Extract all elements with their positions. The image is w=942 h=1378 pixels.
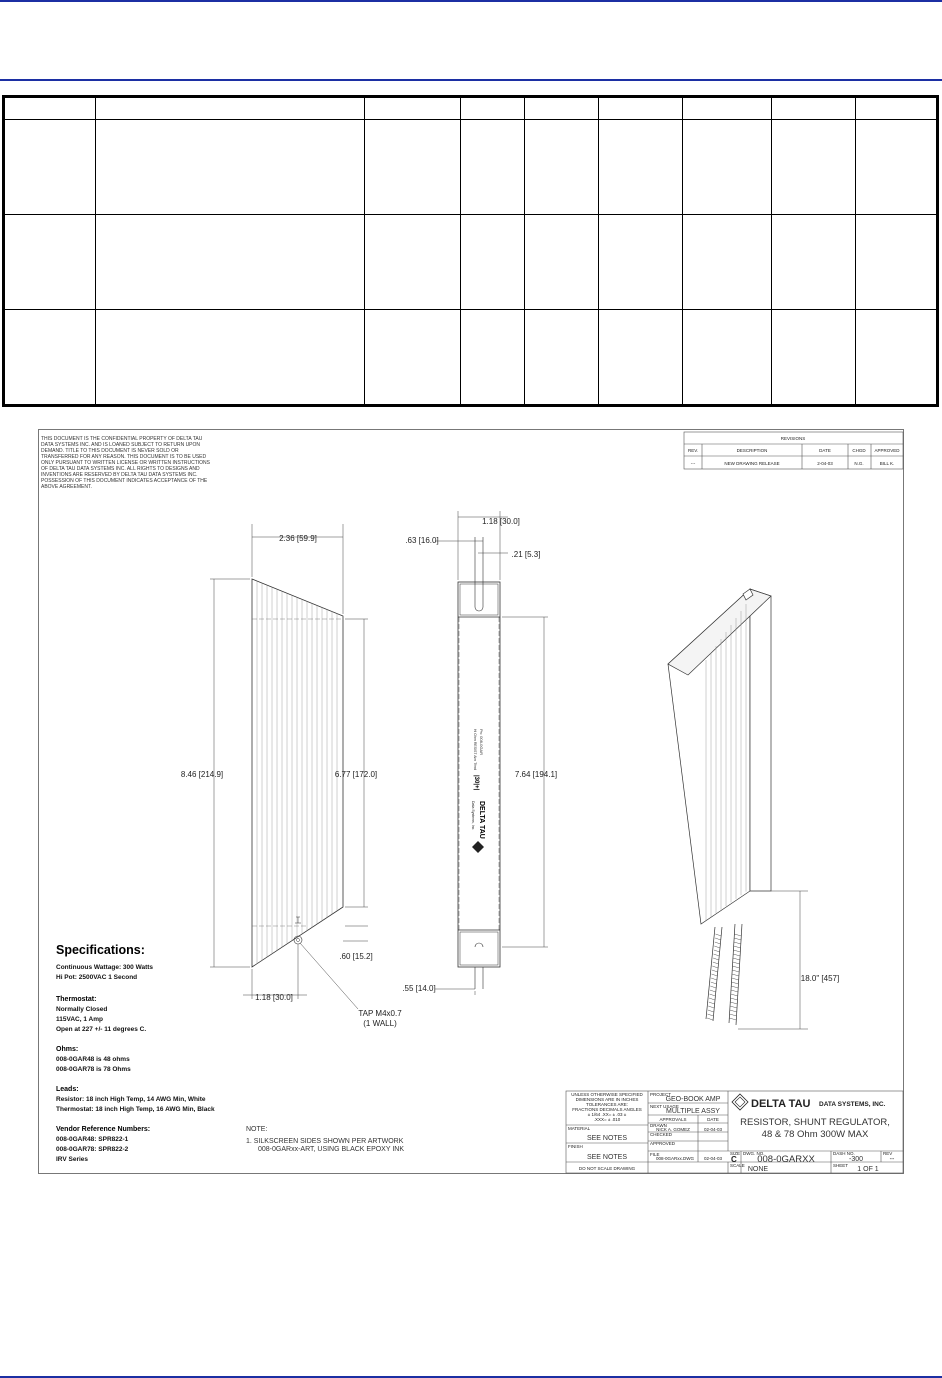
silkscreen-sub: Data Systems, Inc. — [471, 801, 475, 831]
chgd-value: N.G. — [854, 461, 864, 466]
dim-lead-length: 18.0" [457] — [800, 974, 840, 983]
scale-label: SCALE — [730, 1163, 745, 1168]
date-label: DATE — [707, 1117, 719, 1122]
tap-label-1: TAP M4x0.7 — [358, 1009, 402, 1018]
company-sub: DATA SYSTEMS, INC. — [819, 1101, 886, 1108]
top-rule — [0, 0, 942, 2]
dash-label: DASH NO. — [833, 1151, 855, 1156]
material-value: SEE NOTES — [586, 1135, 628, 1142]
project-label: PROJECT — [650, 1092, 672, 1097]
notice-line: INVENTIONS ARE RESERVED BY DELTA TAU DATA SYSTEMS INC. — [41, 472, 198, 478]
dim-height-inner: 6.77 [172.0] — [334, 770, 378, 779]
silkscreen-part-number: Pn: 008-0GAR — [479, 729, 484, 756]
notice-line: DATA SYSTEMS INC. AND IS LOANED SUBJECT TO RETURN UPON — [41, 442, 201, 448]
revisions-title: REVISIONS — [780, 436, 806, 441]
spec-line: Hi Pot: 2500VAC 1 Second — [56, 974, 138, 981]
notice-line: ONLY PURSUANT TO WRITTEN LICENSE OR WRITTEN INSTRUCTIONS — [41, 460, 210, 466]
notes-line: 1. SILKSCREEN SIDES SHOWN PER ARTWORK — [246, 1138, 404, 1145]
no-scale-note: DO NOT SCALE DRAWING — [578, 1166, 636, 1171]
file-date: 02-04-03 — [703, 1156, 723, 1161]
rev-value: --- — [690, 461, 696, 466]
approved-label: APPROVED — [650, 1141, 676, 1146]
side-view — [458, 537, 500, 989]
dim-side-width: 1.18 [30.0] — [482, 517, 520, 526]
approvals-label: APPROVALS — [659, 1117, 687, 1122]
project-value: GEO-BOOK AMP — [665, 1096, 721, 1103]
notes-head: NOTE: — [246, 1126, 268, 1133]
rev-label: REV — [883, 1151, 893, 1156]
vendor-head: Vendor Reference Numbers: — [56, 1126, 151, 1133]
finish-value: SEE NOTES — [586, 1154, 628, 1161]
ohms-head: Ohms: — [56, 1046, 79, 1053]
notice-line: DEMAND. TITLE TO THIS DOCUMENT IS NEVER SOLD OR — [41, 448, 179, 454]
tolerance-line: UNLESS OTHERWISE SPECIFIED — [571, 1092, 643, 1097]
leads-head: Leads: — [56, 1086, 79, 1093]
tolerance-line: FRACTIONS DECIMALS ANGLES — [572, 1107, 642, 1112]
drawn-value: NICK A. GOMEZ — [656, 1127, 690, 1132]
chgd-header: CHGD — [852, 448, 866, 453]
next-usage-value: MULTIPLE ASSY — [666, 1108, 720, 1115]
spec-line: IRV Series — [56, 1156, 89, 1163]
dwg-label: DWG. NO. — [743, 1151, 765, 1156]
company-name: DELTA TAU — [751, 1098, 811, 1110]
engineering-drawing — [38, 429, 904, 1174]
notice-line: TRANSFERRED FOR ANY REASON. THIS DOCUMENT IS TO BE USED — [41, 454, 207, 460]
date-header: DATE — [819, 448, 831, 453]
silkscreen-mark: |30|+| — [473, 775, 479, 791]
size-label: SIZE — [730, 1151, 741, 1156]
drawn-date: 02-04-03 — [703, 1127, 723, 1132]
dim-tap-offset: .60 [15.2] — [339, 952, 373, 961]
date-value: 2-04-03 — [817, 461, 833, 466]
file-label: FILE — [650, 1152, 660, 1157]
sheet-value: 1 OF 1 — [857, 1166, 879, 1173]
spec-line: 115VAC, 1 Amp — [56, 1016, 103, 1023]
spec-line: Thermostat: 18 inch High Temp, 16 AWG Min, Black — [56, 1106, 215, 1113]
spec-line: 008-0GAR78: SPR822-2 — [56, 1146, 129, 1153]
approved-header: APPROVED — [874, 448, 900, 453]
drawn-label: DRAWN — [650, 1123, 667, 1128]
dim-width-top: 2.36 [59.9] — [279, 534, 317, 543]
spec-line: 008-0GAR48 is 48 ohms — [56, 1056, 130, 1063]
specs-title: Specifications: — [56, 943, 145, 957]
dim-height-total: 8.46 [214.9] — [180, 770, 224, 779]
dwg-number: 008-0GARXX — [757, 1154, 815, 1165]
rev-number: -- — [889, 1156, 895, 1163]
drawing-title-1: RESISTOR, SHUNT REGULATOR, — [740, 1117, 890, 1128]
checked-label: CHECKED — [650, 1132, 673, 1137]
spec-line: Open at 227 +/- 11 degrees C. — [56, 1026, 147, 1033]
drawing-title-2: 48 & 78 Ohm 300W MAX — [761, 1129, 869, 1140]
dim-side-bottom: .55 [14.0] — [402, 984, 436, 993]
confidential-notice — [41, 436, 211, 490]
file-value: 008-0GARxx.DWG — [655, 1156, 695, 1161]
rev-header: REV. — [687, 448, 699, 453]
description-value: NEW DRAWING RELEASE — [724, 461, 780, 466]
sheet-label: SHEET — [833, 1163, 849, 1168]
notes-line: 008-0GARxx-ART, USING BLACK EPOXY INK — [258, 1146, 405, 1153]
notice-line: POSSESSION OF THIS DOCUMENT INDICATES ACCEPTANCE OF THE — [41, 478, 208, 484]
dim-bottom-width: 1.18 [30.0] — [255, 993, 293, 1002]
notice-line: OF DELTA TAU DATA SYSTEMS INC. ALL RIGHTS TO DESIGNS AND — [41, 466, 200, 472]
finish-label: FINISH — [568, 1144, 583, 1149]
tolerance-line: DIMENSIONS ARE IN INCHES — [575, 1097, 639, 1102]
size-value: C — [731, 1155, 737, 1164]
description-header: DESCRIPTION — [736, 448, 768, 453]
silkscreen-brand: DELTA TAU — [478, 801, 485, 839]
header-rule — [0, 79, 942, 81]
thermostat-head: Thermostat: — [56, 996, 97, 1003]
dim-side-height: 7.64 [194.1] — [514, 770, 558, 779]
material-label: MATERIAL — [568, 1126, 591, 1131]
notice-line: ABOVE AGREEMENT. — [41, 484, 92, 490]
scale-value: NONE — [747, 1166, 769, 1173]
tolerance-line: .XXX= ± .010 — [593, 1117, 621, 1122]
spec-line: Continuous Wattage: 300 Watts — [56, 964, 154, 971]
tolerance-line: TOLERANCES ARE: — [586, 1102, 628, 1107]
approved-value: BILL K. — [879, 461, 895, 466]
front-view — [252, 579, 343, 967]
blank-record-table — [2, 95, 939, 407]
next-usage-label: NEXT USAGE — [650, 1104, 679, 1109]
spec-line: 008-0GAR48: SPR822-1 — [56, 1136, 129, 1143]
silkscreen-rating: Hi Ohm RESIST Aim Tfmd — [473, 729, 477, 771]
notice-line: THIS DOCUMENT IS THE CONFIDENTIAL PROPERTY OF DELTA TAU — [41, 436, 203, 442]
dash-number: -300 — [848, 1156, 864, 1163]
dim-slot-width: .21 [5.3] — [511, 550, 541, 559]
tolerance-line: ± 1/64 .XX= ± .03 ± — [587, 1112, 627, 1117]
spec-line: Normally Closed — [56, 1006, 108, 1013]
spec-line: Resistor: 18 inch High Temp, 14 AWG Min, White — [56, 1096, 206, 1103]
dim-side-offset: .63 [16.0] — [405, 536, 439, 545]
spec-line: 008-0GAR78 is 78 Ohms — [56, 1066, 131, 1073]
tap-label-2: (1 WALL) — [363, 1019, 397, 1028]
